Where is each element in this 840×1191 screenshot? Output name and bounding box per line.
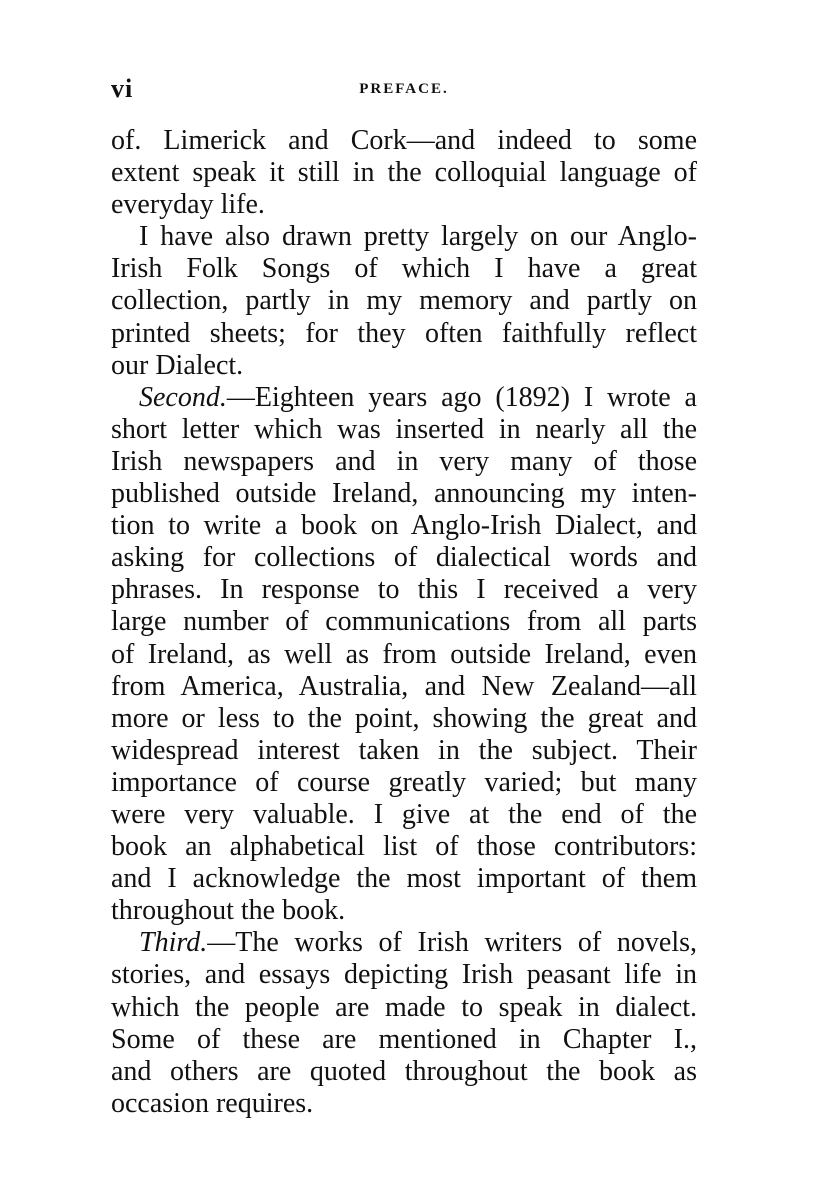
text-line: throughout the book. [111, 895, 346, 927]
text-line-rest: —Eighteen years ago (1892) I wrote a [226, 381, 697, 413]
text-line: book an alphabetical list of those contributors: [111, 831, 697, 863]
text-line: of Ireland, as well as from outside Ireland, even [111, 638, 697, 670]
text-line: everyday life. [111, 189, 265, 221]
text-line: published outside Ireland, announcing my inten- [111, 478, 697, 510]
text-line: and I acknowledge the most important of them [111, 863, 697, 895]
text-line: widespread interest taken in the subject. Their [111, 734, 697, 766]
text-line: stories, and essays depicting Irish peasant life in [111, 959, 697, 991]
text-line: which the people are made to speak in dialect. [111, 991, 697, 1023]
text-line: large number of communications from all parts [111, 606, 697, 638]
body-text [111, 125, 697, 1120]
text-line: asking for collections of dialectical words and [111, 542, 697, 574]
text-line-rest: —The works of Irish writers of novels, [207, 927, 697, 959]
text-line: occasion requires. [111, 1087, 314, 1119]
text-line: Some of these are mentioned in Chapter I., [111, 1023, 697, 1055]
text-line: were very valuable. I give at the end of the [111, 798, 697, 830]
text-line: of. Limerick and Cork—and indeed to some [111, 125, 697, 156]
text-line: our Dialect. [111, 349, 244, 381]
text-line: more or less to the point, showing the great and [111, 702, 697, 734]
page-number: vi [111, 74, 134, 103]
text-line: phrases. In response to this I received a very [111, 574, 697, 606]
text-line: and others are quoted throughout the book as [111, 1055, 697, 1087]
text-line: from America, Australia, and New Zealand—all [111, 670, 697, 702]
text-line: collection, partly in my memory and partly on [111, 285, 697, 317]
text-line: I have also drawn pretty largely on our Anglo- [139, 221, 697, 253]
text-line [111, 927, 697, 959]
section-lead-third: Third. [139, 927, 208, 959]
text-line: Irish Folk Songs of which I have a great [111, 253, 697, 285]
text-line: tion to write a book on Anglo-Irish Dialect, and [111, 510, 697, 542]
running-head-title: PREFACE. [359, 81, 449, 97]
running-head [111, 74, 697, 108]
section-lead-second: Second. [139, 381, 227, 413]
text-line [111, 382, 697, 414]
text-line: printed sheets; for they often faithfully reflect [111, 317, 697, 349]
text-line: Irish newspapers and in very many of those [111, 445, 697, 477]
text-line: importance of course greatly varied; but many [111, 766, 697, 798]
text-line: short letter which was inserted in nearly all the [111, 413, 697, 445]
text-line: extent speak it still in the colloquial language of [111, 157, 697, 189]
